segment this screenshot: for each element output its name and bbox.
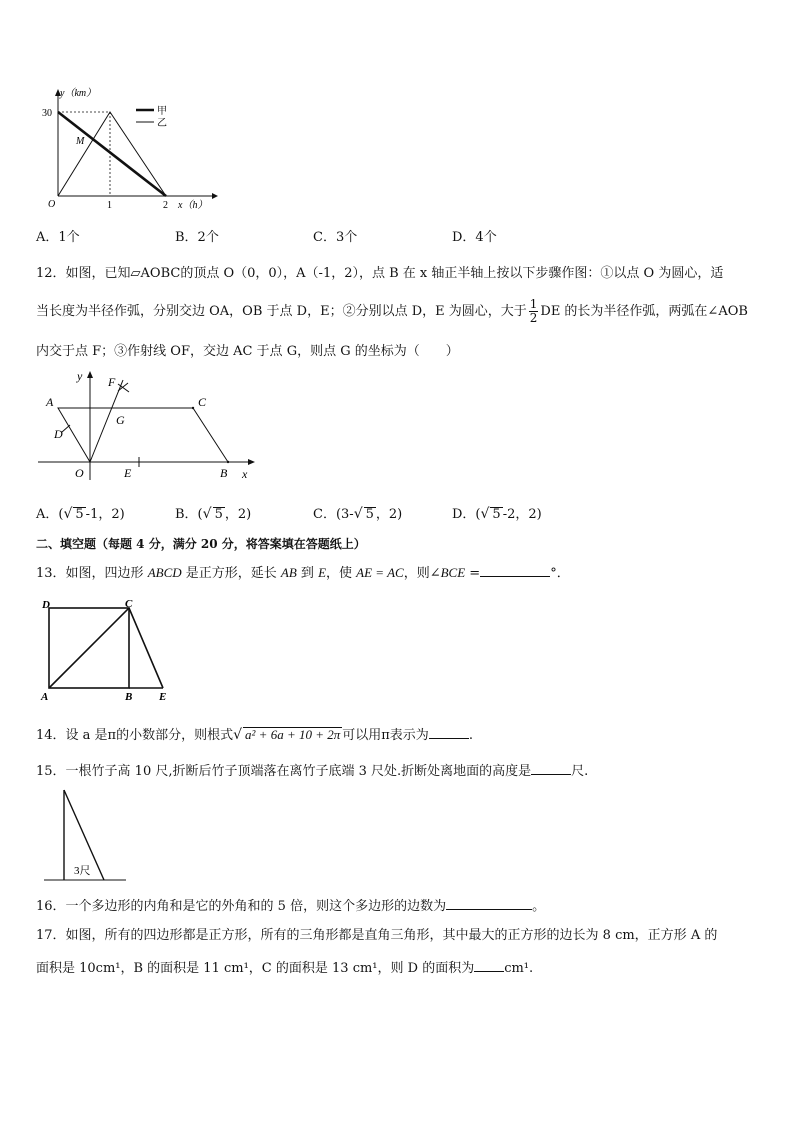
q11-point-m: M — [76, 136, 85, 147]
q12-line3: 内交于点 F；③作射线 OF，交边 AC 于点 G，则点 G 的坐标为（ ） — [36, 344, 459, 359]
q11-option-c: C．3个 — [313, 230, 358, 245]
q12-option-b: B．(√ 5 ，2) — [175, 506, 252, 522]
q11-legend-jia: 甲 — [157, 106, 167, 117]
q13-answer-blank[interactable] — [480, 562, 550, 577]
q17-answer-blank[interactable] — [474, 957, 504, 972]
q12-label-f: F — [108, 375, 116, 389]
q12-label-e: E — [124, 466, 132, 480]
q15-figure — [40, 786, 130, 884]
q12-label-g: G — [116, 413, 125, 427]
q11-legend-yi: 乙 — [157, 118, 167, 129]
q11-option-a: A．1个 — [36, 230, 80, 245]
q11-option-b: B．2个 — [175, 230, 219, 245]
section-heading: 二、填空题（每题 4 分，满分 20 分，将答案填在答题纸上） — [36, 537, 366, 551]
q13-text: 13．如图，四边形 ABCD 是正方形，延长 AB 到 E，使 AE = AC，则∠BCE = °． — [36, 562, 570, 583]
q16-answer-blank[interactable] — [446, 895, 532, 910]
q13-label-b: B — [125, 691, 133, 703]
q12-line2 — [36, 298, 748, 325]
q15-text: 15．一根竹子高 10 尺,折断后竹子顶端落在离竹子底端 3 尺处.折断处离地面的高度是 尺. — [36, 760, 588, 781]
q16-text: 16．一个多边形的内角和是它的外角和的 5 倍，则这个多边形的边数为 。 — [36, 895, 545, 916]
q11-y-tick: 30 — [42, 108, 52, 119]
q13-label-d: D — [42, 599, 50, 611]
q14-radicand: a² + 6a + 10 + 2π — [245, 727, 341, 742]
q12-option-d: D．(√ 5 -2，2) — [452, 506, 542, 522]
q12-frac-den: 2 — [529, 311, 538, 325]
q15-figure-label: 3尺 — [74, 865, 91, 877]
q13-figure — [36, 596, 176, 708]
q13-label-e: E — [159, 691, 167, 703]
q12-label-a: A — [46, 395, 54, 409]
q12-frac-num: 1 — [529, 297, 538, 311]
q12-fraction — [529, 298, 539, 325]
q13-label-c: C — [125, 598, 133, 610]
q12-line1: 12．如图，已知▱AOBC的顶点 O（0，0），A（-1，2），点 B 在 x 轴正半轴上按以下步骤作图：①以点 O 为圆心，适 — [36, 266, 724, 281]
q17-line2: 面积是 10cm¹，B 的面积是 11 cm¹，C 的面积是 13 cm¹，则 D 的面积为 cm¹. — [36, 957, 533, 978]
q12-line2-a: 当长度为半径作弧，分别交边 OA，OB 于点 D，E；②分别以点 D，E 为圆心，大于 — [36, 304, 527, 319]
q14-text: 14．设 a 是π的小数部分，则根式√ a² + 6a + 10 + 2π 可以用π表示为 . — [36, 724, 473, 745]
q12-option-c: C．(3-√ 5 ，2) — [313, 506, 403, 522]
q11-x-tick-1: 1 — [107, 200, 112, 211]
q12-line2-b: DE 的长为半径作弧，两弧在∠AOB — [540, 304, 748, 319]
q13-label-a: A — [41, 691, 49, 703]
q11-option-d: D．4个 — [452, 230, 497, 245]
q11-origin: O — [48, 199, 56, 210]
q11-x-label: x（h） — [178, 200, 208, 211]
q11-graph — [30, 84, 220, 214]
q12-label-d: D — [54, 427, 63, 441]
q11-x-tick-2: 2 — [163, 200, 168, 211]
q14-answer-blank[interactable] — [429, 724, 469, 739]
q12-label-x: x — [242, 467, 248, 481]
q12-label-o: O — [75, 466, 84, 480]
q12-label-b: B — [220, 466, 228, 480]
q12-option-a: A．(√ 5 -1，2) — [36, 506, 125, 522]
q15-answer-blank[interactable] — [531, 760, 571, 775]
q12-figure — [34, 366, 264, 484]
q17-line1: 17．如图，所有的四边形都是正方形，所有的三角形都是直角三角形，其中最大的正方形的边长为 8 cm，正方形 A 的 — [36, 928, 718, 943]
q11-y-label: y（km） — [60, 88, 97, 99]
q12-label-y: y — [77, 369, 83, 383]
q12-label-c: C — [198, 395, 207, 409]
